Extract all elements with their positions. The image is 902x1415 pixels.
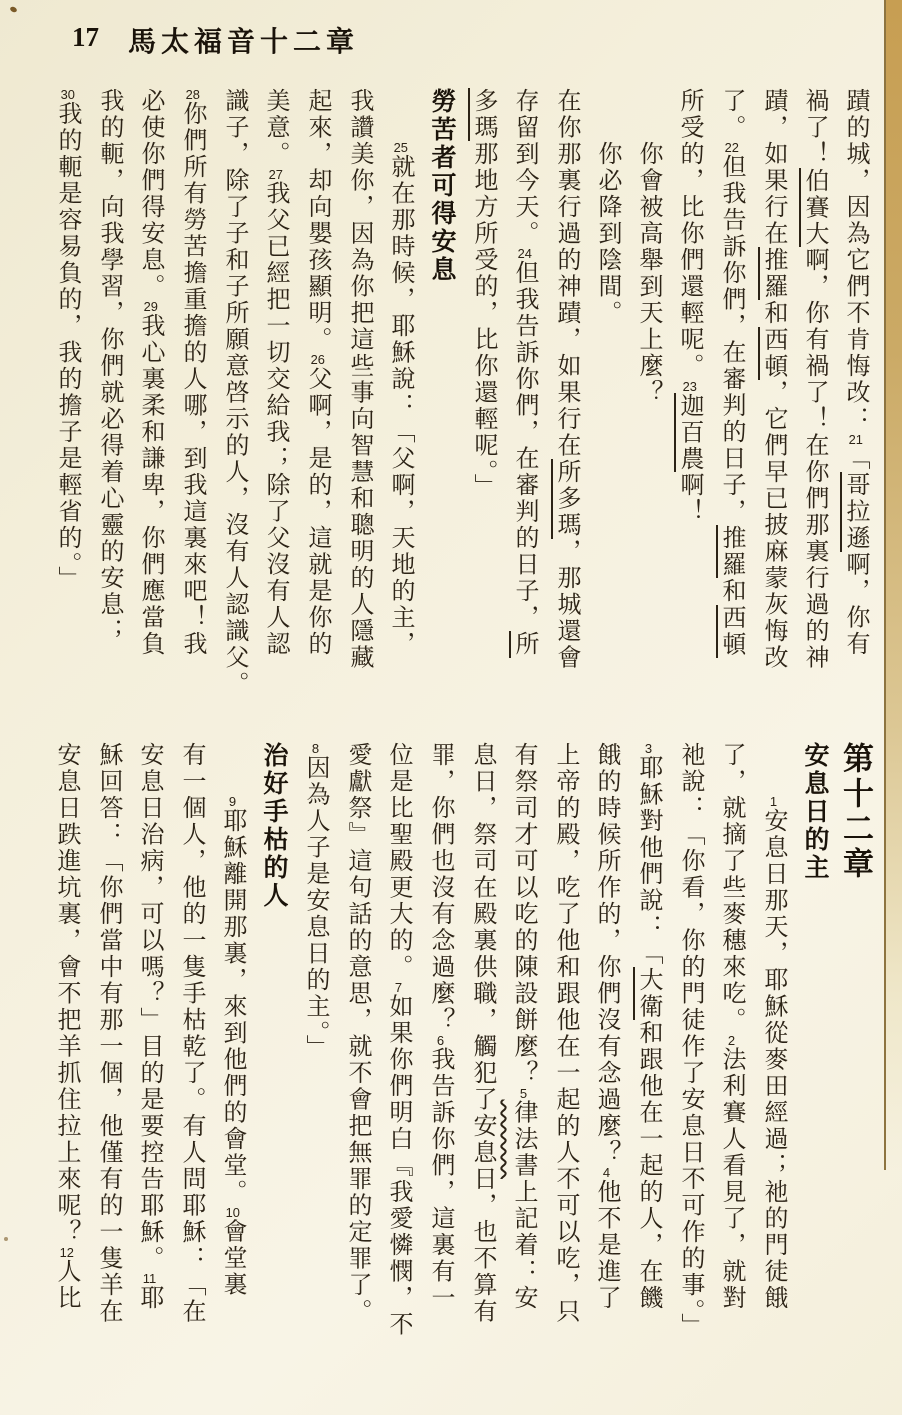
chapter-heading <box>835 742 876 1394</box>
text-column <box>379 88 421 712</box>
verse-number: 28 <box>185 88 200 101</box>
text-run: 和 <box>718 578 744 605</box>
text-column <box>170 742 211 1394</box>
text-run: 必使你們得安息。 <box>137 88 163 300</box>
verse-number: 4 <box>602 1166 611 1179</box>
text-run: 但我告訴你們，在審判的日子， <box>718 154 744 525</box>
text-run: 但我告訴你們，在審判的日子， <box>511 260 537 631</box>
text-column <box>87 742 128 1394</box>
text-run: 在你那裏行過的神蹟，如果行在 <box>553 88 579 459</box>
text-column <box>171 88 213 712</box>
text-column <box>834 88 876 712</box>
proper-name-mark: 推羅 <box>760 247 786 300</box>
text-block-bottom <box>52 742 876 1394</box>
text-column <box>419 742 461 1394</box>
verse-number: 25 <box>393 141 408 154</box>
text-column <box>502 742 544 1394</box>
text-run: 就在那時候，耶穌說：「父啊，天地的主， <box>387 154 413 658</box>
verse-number: 6 <box>436 1033 445 1047</box>
paper-speck <box>9 6 17 13</box>
text-column <box>296 88 338 712</box>
verse-number: 27 <box>268 167 283 181</box>
text-run: 那地方所受的，比你還輕呢。」 <box>470 141 496 500</box>
page-edge-band <box>884 0 902 1170</box>
text-column <box>462 88 503 712</box>
text-run: 穌回答：「你們當中有那一個，他僅有的一隻羊在 <box>95 742 121 1325</box>
text-column <box>336 742 377 1394</box>
section-heading <box>794 742 835 1394</box>
text-column <box>544 742 585 1394</box>
text-column <box>586 88 627 712</box>
text-run: 安息日跌進坑裏，會不把羊抓住拉上來呢？ <box>53 742 79 1246</box>
text-column <box>627 742 669 1394</box>
text-column <box>46 88 88 712</box>
verse-number: 7 <box>394 980 403 994</box>
text-run: 罪，你們也沒有念過麼？ <box>427 742 453 1034</box>
proper-name-mark: 迦百農 <box>676 392 702 472</box>
text-run: 安息日的主 <box>801 742 829 882</box>
text-run: 「 <box>842 445 868 472</box>
verse-number: 3 <box>644 742 653 755</box>
proper-name-mark: 哥拉遜 <box>842 472 868 552</box>
text-run: 啊，你有禍了！在你們那裏行過的神 <box>801 247 827 671</box>
text-column <box>752 88 793 712</box>
text-column <box>710 742 752 1394</box>
verse-number: 12 <box>59 1245 74 1259</box>
text-column <box>377 742 419 1394</box>
proper-name-mark: 伯賽大 <box>801 167 827 247</box>
section-heading <box>253 742 294 1394</box>
text-run: 我父已經把一切交給我；除了父沒有人認 <box>262 180 288 658</box>
text-run: 耶穌離開那裏，來到他們的會堂。 <box>219 808 245 1206</box>
text-run: 所受的，比你們還輕呢。 <box>676 88 702 380</box>
verse-number: 29 <box>143 300 158 313</box>
proper-name-mark: 推羅 <box>718 525 744 578</box>
verse-number: 9 <box>228 795 237 808</box>
text-run: 愛獻祭』這句話的意思，就不會把無罪的定罪了。 <box>344 742 370 1325</box>
text-run: 你們所有勞苦擔重擔的人哪，到我這裏來吧！我 <box>179 101 205 658</box>
proper-name-mark: 西頓 <box>718 604 744 658</box>
text-run: 我的軛是容易負的，我的擔子是輕省的。」 <box>54 101 80 593</box>
text-run: 耶穌對他們說：「 <box>635 755 661 967</box>
text-run: 位是比聖殿更大的。 <box>385 742 411 981</box>
text-column <box>710 88 752 712</box>
page-number: 17 <box>72 22 99 52</box>
text-run: 第十二章 <box>838 742 873 882</box>
text-run: 治好手枯的人 <box>260 742 288 910</box>
text-column <box>128 742 170 1394</box>
paper-speck <box>4 1237 8 1241</box>
verse-number: 26 <box>310 353 325 366</box>
text-run: ，那城還會 <box>553 538 579 671</box>
text-run: 息日，祭司在殿裏供職，觸犯了安息日，也不算有 <box>469 742 495 1325</box>
text-run: 禍了！ <box>801 88 827 168</box>
verse-number: 8 <box>311 742 320 755</box>
text-run: 我的軛，向我學習，你們就必得着心靈的安息； <box>96 88 122 645</box>
text-run: 美意。 <box>262 88 288 168</box>
verse-number: 11 <box>142 1272 157 1285</box>
verse-number: 2 <box>727 1033 736 1047</box>
text-run: 你必降到陰間。 <box>594 141 620 327</box>
proper-name-mark: 所 <box>511 631 537 658</box>
text-column <box>503 88 545 712</box>
text-run: 安息日治病，可以嗎？」目的是要控告耶穌。 <box>136 742 162 1272</box>
running-header-title: 馬太福音十二章 <box>128 27 360 58</box>
text-column <box>338 88 379 712</box>
text-run: 有一個人，他的一隻手枯乾了。有人問耶穌：「在 <box>178 742 204 1325</box>
text-run: 有祭司才可以吃的陳設餅麼？ <box>510 742 536 1087</box>
indent-space <box>387 88 413 141</box>
text-column <box>669 742 710 1394</box>
text-block-top <box>52 88 876 712</box>
text-column <box>545 88 586 712</box>
text-run: 蹟，如果行在 <box>760 88 786 247</box>
text-run: 我讚美你，因為你把這些事向智慧和聰明的人隱藏 <box>346 88 372 671</box>
indent-space <box>594 88 620 141</box>
verse-number: 5 <box>519 1086 528 1100</box>
indent-space <box>635 88 661 141</box>
text-column <box>88 88 129 712</box>
text-run: 和 <box>760 300 786 327</box>
section-heading <box>421 88 462 712</box>
text-run: 存留到今天。 <box>511 88 537 247</box>
text-run: 勞苦者可得安息 <box>428 88 456 284</box>
text-run: 你會被高舉到天上麼？ <box>635 141 661 406</box>
proper-name-mark: 多瑪 <box>470 88 496 141</box>
verse-number: 10 <box>225 1205 240 1219</box>
text-run: 蹟的城，因為它們不肯悔改： <box>842 88 868 433</box>
text-run: ，它們早已披麻蒙灰悔改 <box>760 379 786 671</box>
text-column <box>752 742 794 1394</box>
proper-name-mark: 所多瑪 <box>553 459 579 539</box>
text-column <box>585 742 627 1394</box>
text-run: 我心裏柔和謙卑，你們應當負 <box>137 313 163 658</box>
text-run: 和跟他在一起的人，在饑 <box>635 1020 661 1312</box>
text-run: 我告訴你們，這裏有一 <box>427 1046 453 1312</box>
text-column <box>668 88 710 712</box>
text-run: 父啊，是的，這就是你的 <box>304 366 330 658</box>
verse-number: 24 <box>517 247 532 260</box>
text-column <box>461 742 502 1394</box>
verse-number: 22 <box>724 141 739 154</box>
text-column <box>793 88 834 712</box>
text-run: 啊，你有 <box>842 551 868 658</box>
text-run: 會堂裏 <box>219 1218 245 1298</box>
text-column <box>213 88 254 712</box>
text-run: 上記着：安 <box>510 1179 536 1312</box>
text-column <box>294 742 336 1394</box>
text-run: 因為人子是安息日的主。」 <box>302 755 328 1061</box>
indent-space <box>760 742 786 795</box>
text-run: 餓的時候所作的，你們沒有念過麼？ <box>593 742 619 1166</box>
text-run: 如果你們明白『我愛憐憫，不 <box>385 993 411 1338</box>
text-run: 起來，却向嬰孩顯明。 <box>304 88 330 353</box>
text-column <box>45 742 87 1394</box>
text-column <box>627 88 668 712</box>
indent-space <box>219 742 245 795</box>
text-run: 他不是進了 <box>593 1179 619 1312</box>
text-run: 人比 <box>53 1258 79 1312</box>
text-run: 啊！ <box>676 472 702 525</box>
text-run: 耶 <box>136 1285 162 1312</box>
text-run: 了。 <box>718 88 744 141</box>
verse-number: 30 <box>60 88 75 101</box>
text-run: 安息日那天，耶穌從麥田經過；祂的門徒餓 <box>760 808 786 1312</box>
proper-name-mark: 西頓 <box>760 326 786 380</box>
text-column <box>129 88 171 712</box>
text-run: 識子，除了子和子所願意啓示的人，沒有人認識父。 <box>221 88 247 698</box>
verse-number: 1 <box>769 795 778 808</box>
verse-number: 21 <box>848 432 863 446</box>
text-column <box>211 742 253 1394</box>
verse-number: 23 <box>682 379 697 393</box>
book-name-mark: 律法書 <box>510 1099 536 1179</box>
proper-name-mark: 大衛 <box>635 967 661 1020</box>
text-run: 祂說：「你看，你的門徒作了安息日不可作的事。」 <box>677 742 703 1340</box>
text-column <box>254 88 296 712</box>
text-run: 了，就摘了些麥穗來吃。 <box>718 742 744 1034</box>
text-run: 法利賽人看見了，就對 <box>718 1046 744 1312</box>
text-run: 上帝的殿，吃了他和跟他在一起的人不可以吃，只 <box>552 742 578 1325</box>
